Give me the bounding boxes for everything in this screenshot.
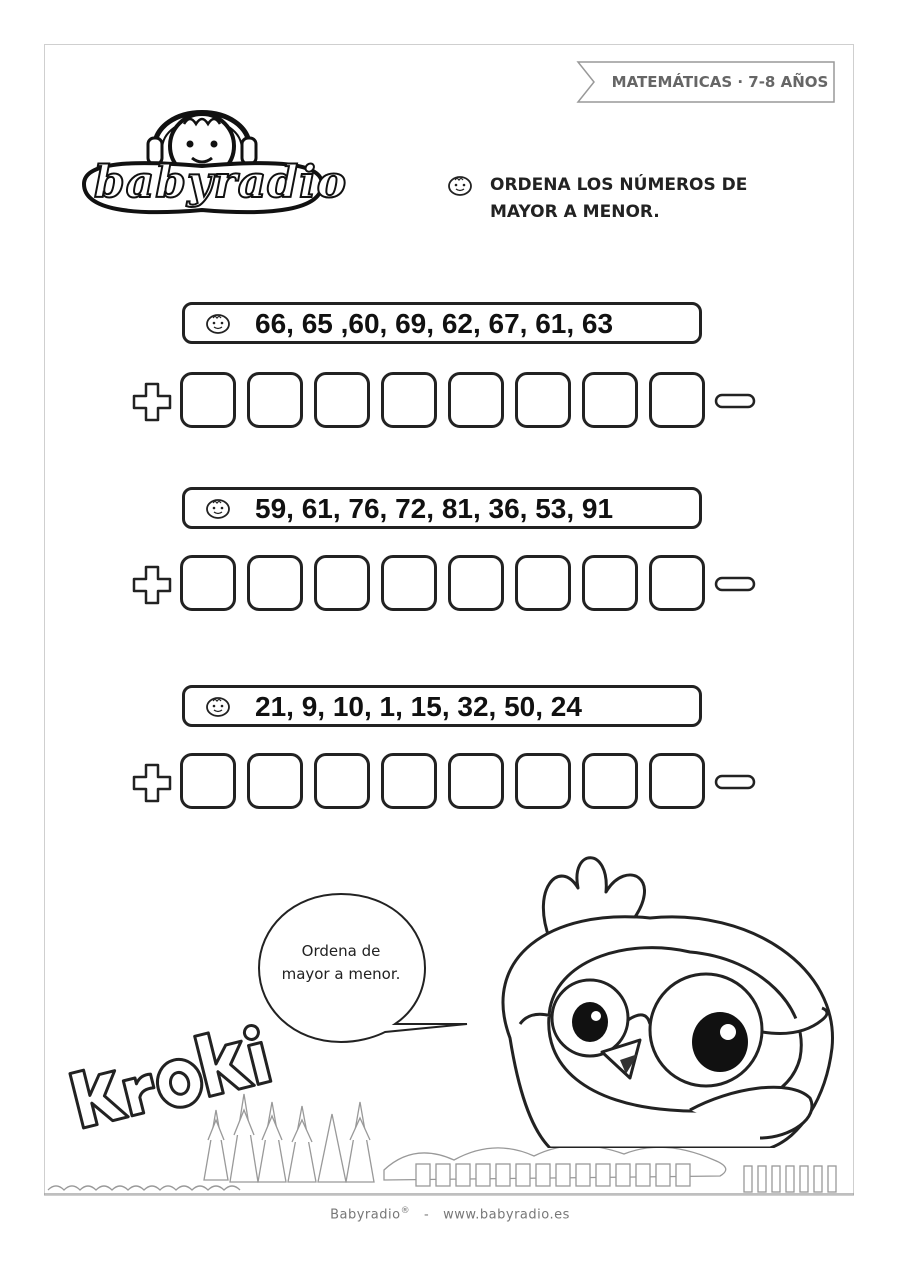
baby-face-icon	[447, 175, 473, 197]
number-list-bar	[182, 487, 702, 529]
plus-sign-icon	[130, 563, 174, 607]
answer-box[interactable]	[381, 372, 437, 428]
answer-box[interactable]	[649, 372, 705, 428]
answer-box[interactable]	[180, 753, 236, 809]
number-list-bar	[182, 685, 702, 727]
answer-box[interactable]	[582, 753, 638, 809]
answer-box[interactable]	[582, 555, 638, 611]
plus-sign-icon	[130, 761, 174, 805]
exercise-3	[128, 685, 768, 825]
exercise-1	[128, 302, 768, 442]
answer-box[interactable]	[381, 555, 437, 611]
registered-mark-icon: ®	[400, 1206, 411, 1216]
answer-box[interactable]	[515, 555, 571, 611]
answer-box[interactable]	[448, 555, 504, 611]
kroki-logo	[52, 1010, 282, 1130]
number-list: 66, 65 ,60, 69, 62, 67, 61, 63	[255, 308, 614, 339]
answer-box[interactable]	[314, 753, 370, 809]
minus-sign-icon	[714, 772, 756, 792]
subject-tag-label: MATEMÁTICAS · 7-8 AÑOS	[611, 73, 829, 91]
footer-separator: -	[423, 1207, 430, 1223]
instruction-line-1: ORDENA LOS NÚMEROS DE	[490, 175, 748, 195]
answer-box[interactable]	[515, 753, 571, 809]
answer-box[interactable]	[381, 753, 437, 809]
minus-sign-icon	[714, 574, 756, 594]
answer-box[interactable]	[649, 753, 705, 809]
answer-box[interactable]	[314, 555, 370, 611]
answer-box[interactable]	[247, 555, 303, 611]
answer-box[interactable]	[649, 555, 705, 611]
speech-line-1: Ordena de	[301, 942, 381, 960]
baby-face-icon	[205, 696, 231, 718]
owl-mascot-illustration	[470, 848, 854, 1148]
answer-box[interactable]	[448, 372, 504, 428]
footer-brand: Babyradio	[330, 1207, 401, 1223]
speech-bubble	[255, 888, 485, 1048]
footer	[0, 1206, 900, 1222]
answer-box[interactable]	[180, 555, 236, 611]
answer-box[interactable]	[247, 753, 303, 809]
babyradio-logo	[72, 92, 348, 242]
instruction-line-2: MAYOR A MENOR.	[490, 202, 660, 222]
speech-line-2: mayor a menor.	[281, 965, 401, 983]
number-list-bar	[182, 302, 702, 344]
logo-wordmark: babyradio	[94, 157, 348, 208]
footer-url[interactable]: www.babyradio.es	[443, 1207, 570, 1223]
answer-box[interactable]	[515, 372, 571, 428]
number-list: 59, 61, 76, 72, 81, 36, 53, 91	[255, 493, 614, 524]
answer-box[interactable]	[180, 372, 236, 428]
minus-sign-icon	[714, 391, 756, 411]
exercise-2	[128, 487, 768, 627]
plus-sign-icon	[130, 380, 174, 424]
baby-face-icon	[205, 313, 231, 335]
number-list: 21, 9, 10, 1, 15, 32, 50, 24	[255, 691, 582, 722]
answer-box[interactable]	[448, 753, 504, 809]
answer-box[interactable]	[314, 372, 370, 428]
baby-face-icon	[205, 498, 231, 520]
answer-box[interactable]	[247, 372, 303, 428]
answer-box[interactable]	[582, 372, 638, 428]
subject-tag	[576, 60, 838, 104]
